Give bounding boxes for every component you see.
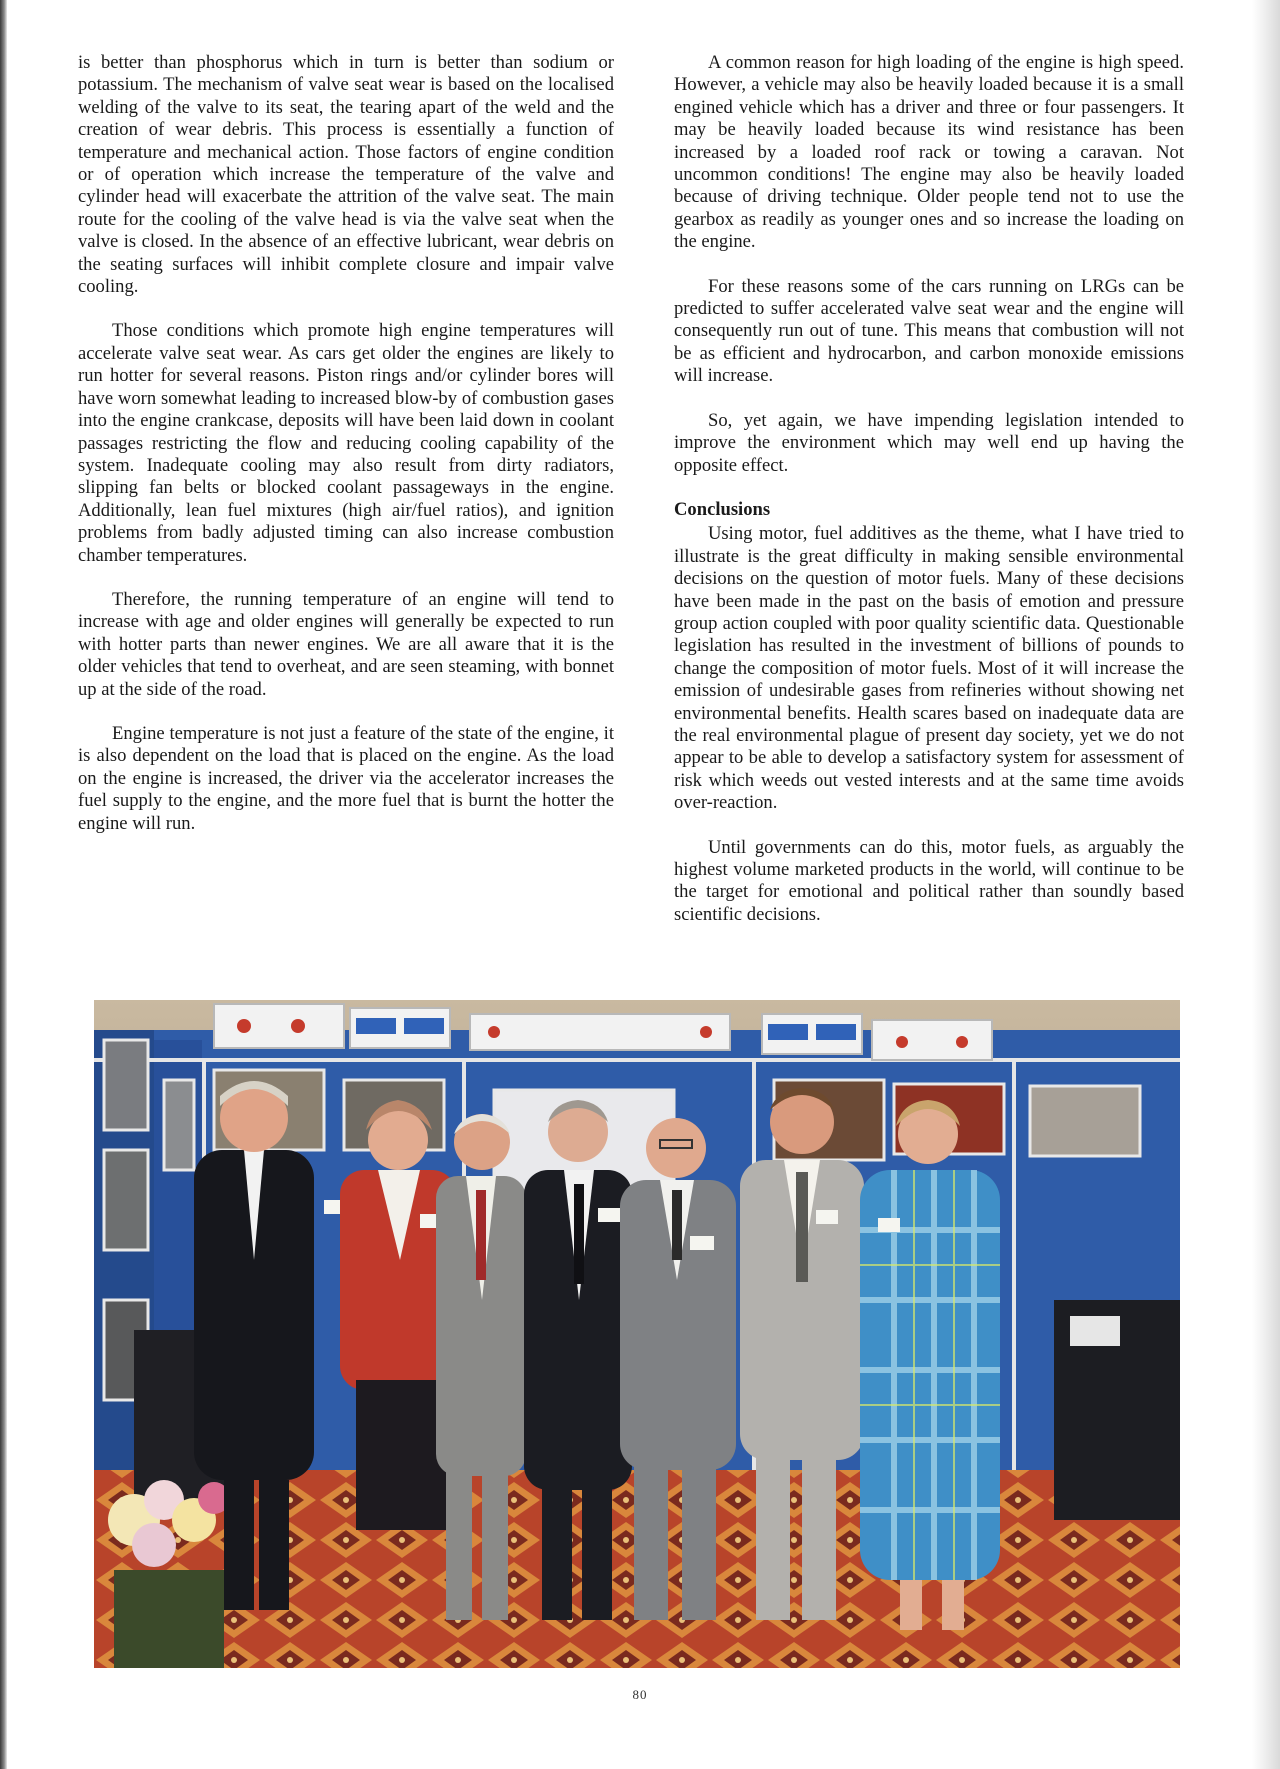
paragraph: Until governments can do this, motor fuels, as arguably the highest volume marketed products in the world, will continue to be the target for emotional and political rather than soundly based scientific decisions. (674, 836, 1184, 925)
paragraph: For these reasons some of the cars running on LRGs can be predicted to suffer accelerated valve seat wear and the engine will consequently run out of tune. This means that combustion will not be as efficient and hydrocarbon, and carbon monoxide emissions will increase. (674, 275, 1184, 387)
group-photo (94, 1000, 1180, 1668)
section-heading-conclusions: Conclusions (674, 498, 771, 520)
paragraph: Using motor, fuel additives as the theme, what I have tried to illustrate is the great difficulty in making sensible environmental decisions on the question of motor fuels. Many of these decisions have been made in the past on the basis of emotion and pressure group action coupled with poor quality scientific data. Questionable legislation has resulted in the investment of billions of pounds to change the composition of motor fuels. Most of it will increase the emission of undesirable gases from refineries without showing net environmental benefits. Health scares based on inadequate data are the real environmental plague of present day society, yet we do not appear to be able to develop a satisfactory system for assessment of risk which weeds out vested interests and at the same time avoids over-reaction. (674, 523, 1184, 814)
right-text-column (674, 52, 1184, 948)
paragraph: Those conditions which promote high engine temperatures will accelerate valve seat wear. As cars get older the engines are likely to run hotter for several reasons. Piston rings and/or cylinder bores will have worn somewhat leading to increased blow-by of combustion gases into the engine crankcase, deposits will have been laid down in coolant passages restricting the flow and reducing cooling capability of the system. Inadequate cooling may also result from dirty radiators, slipping fan belts or blocked coolant passageways in the engine. Additionally, lean fuel mixtures (high air/fuel ratios), and ignition problems from badly adjusted timing can also increase combustion chamber temperatures. (78, 320, 614, 566)
paragraph: So, yet again, we have impending legislation intended to improve the environment which may well end up having the opposite effect. (674, 409, 1184, 476)
page-edge-shadow-right (1252, 0, 1280, 1769)
paragraph: Therefore, the running temperature of an engine will tend to increase with age and older engines will generally be expected to run with hotter parts than newer engines. We are all aware that it is the older vehicles that tend to overheat, and are seen steaming, with bonnet up at the side of the road. (78, 588, 614, 700)
paragraph: A common reason for high loading of the engine is high speed. However, a vehicle may also be heavily loaded because it is a small engined vehicle which has a driver and three or four passengers. It may be heavily loaded because its wind resistance has been increased by a loaded roof rack or towing a caravan. Not uncommon conditions! The engine may also be heavily loaded because of driving technique. Older people tend not to use the gearbox as readily as younger ones and so increase the loading on the engine. (674, 52, 1184, 253)
left-text-column (78, 52, 614, 857)
page-edge-shadow-left (0, 0, 7, 1769)
paragraph: Engine temperature is not just a feature of the state of the engine, it is also dependent on the load that is placed on the engine. As the load on the engine is increased, the driver via the accelerator increases the fuel supply to the engine, and the more fuel that is burnt the hotter the engine will run. (78, 722, 614, 834)
page-number: 80 (632, 1687, 648, 1702)
paragraph: is better than phosphorus which in turn is better than sodium or potassium. The mechanism of valve seat wear is based on the localised welding of the valve to its seat, the tearing apart of the weld and the creation of wear debris. This process is essentially a function of temperature and mechanical action. Those factors of engine condition or of operation which increase the temperature of the valve and cylinder head will exacerbate the attrition of the valve seat. The main route for the cooling of the valve head is via the valve seat when the valve is closed. In the absence of an effective lubricant, wear debris on the seating surfaces will inhibit complete closure and impair valve cooling. (78, 52, 614, 298)
